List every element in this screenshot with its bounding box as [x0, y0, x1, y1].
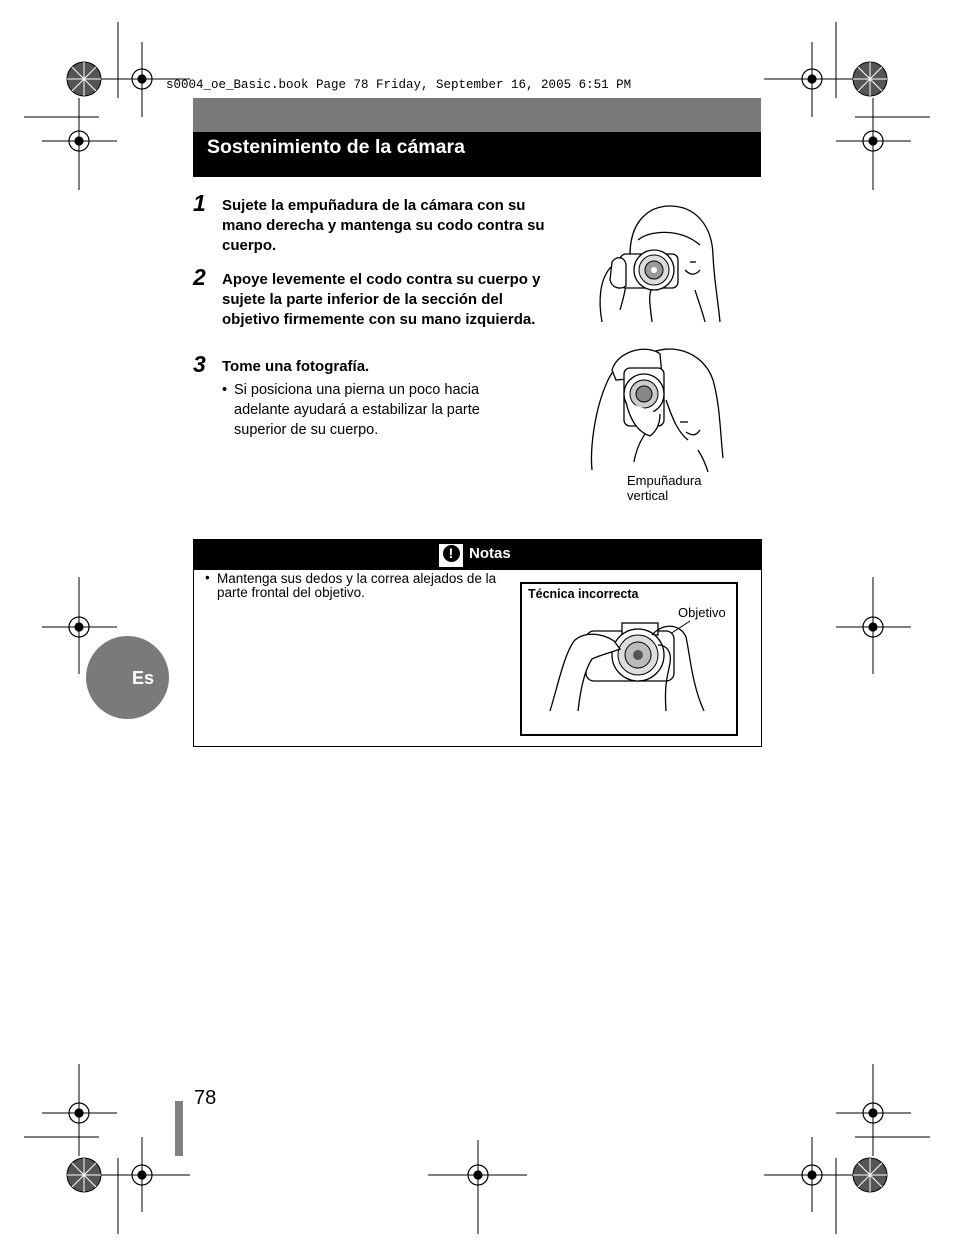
bullet-dot: •	[222, 382, 228, 398]
page-number-bar	[175, 1101, 183, 1156]
incorrect-technique-title: Técnica incorrecta	[528, 587, 639, 601]
step-2-number: 2	[193, 264, 206, 290]
step-3-text: Tome una fotografía.	[222, 358, 370, 375]
exclamation-icon: !	[438, 543, 464, 568]
page-number: 78	[194, 1087, 217, 1109]
holding-camera-illustration-1	[590, 200, 725, 325]
step-3-number: 3	[193, 351, 206, 377]
language-tab	[86, 636, 169, 719]
section-title: Sostenimiento de la cámara	[207, 136, 465, 158]
step-1-text: Sujete la empuñadura de la cámara con su mano derecha y mantenga su codo contra su cuerpo.	[222, 197, 545, 254]
notes-title: Notas	[469, 545, 511, 562]
vertical-grip-caption: Empuñadura vertical	[627, 473, 702, 503]
holding-camera-illustration-2	[588, 340, 728, 475]
step-2-text: Apoye levemente el codo contra su cuerpo y sujete la parte inferior de la sección del objetivo firmemente con su mano izquierda.	[222, 271, 541, 328]
lens-label: Objetivo	[678, 605, 726, 620]
language-tab-label: Es	[132, 668, 155, 688]
notes-item: Mantenga sus dedos y la correa alejados de la parte frontal del objetivo.	[217, 571, 497, 600]
book-file-header: s0004_oe_Basic.book Page 78 Friday, September 16, 2005 6:51 PM	[166, 78, 632, 92]
title-band-top	[193, 98, 761, 132]
fingers-on-lens-illustration	[540, 615, 720, 715]
notes-bullet-dot: •	[205, 570, 210, 585]
step-1-number: 1	[193, 190, 206, 216]
step-3-bullet: Si posiciona una pierna un poco hacia adelante ayudará a estabilizar la parte superior de su cuerpo.	[234, 382, 480, 438]
